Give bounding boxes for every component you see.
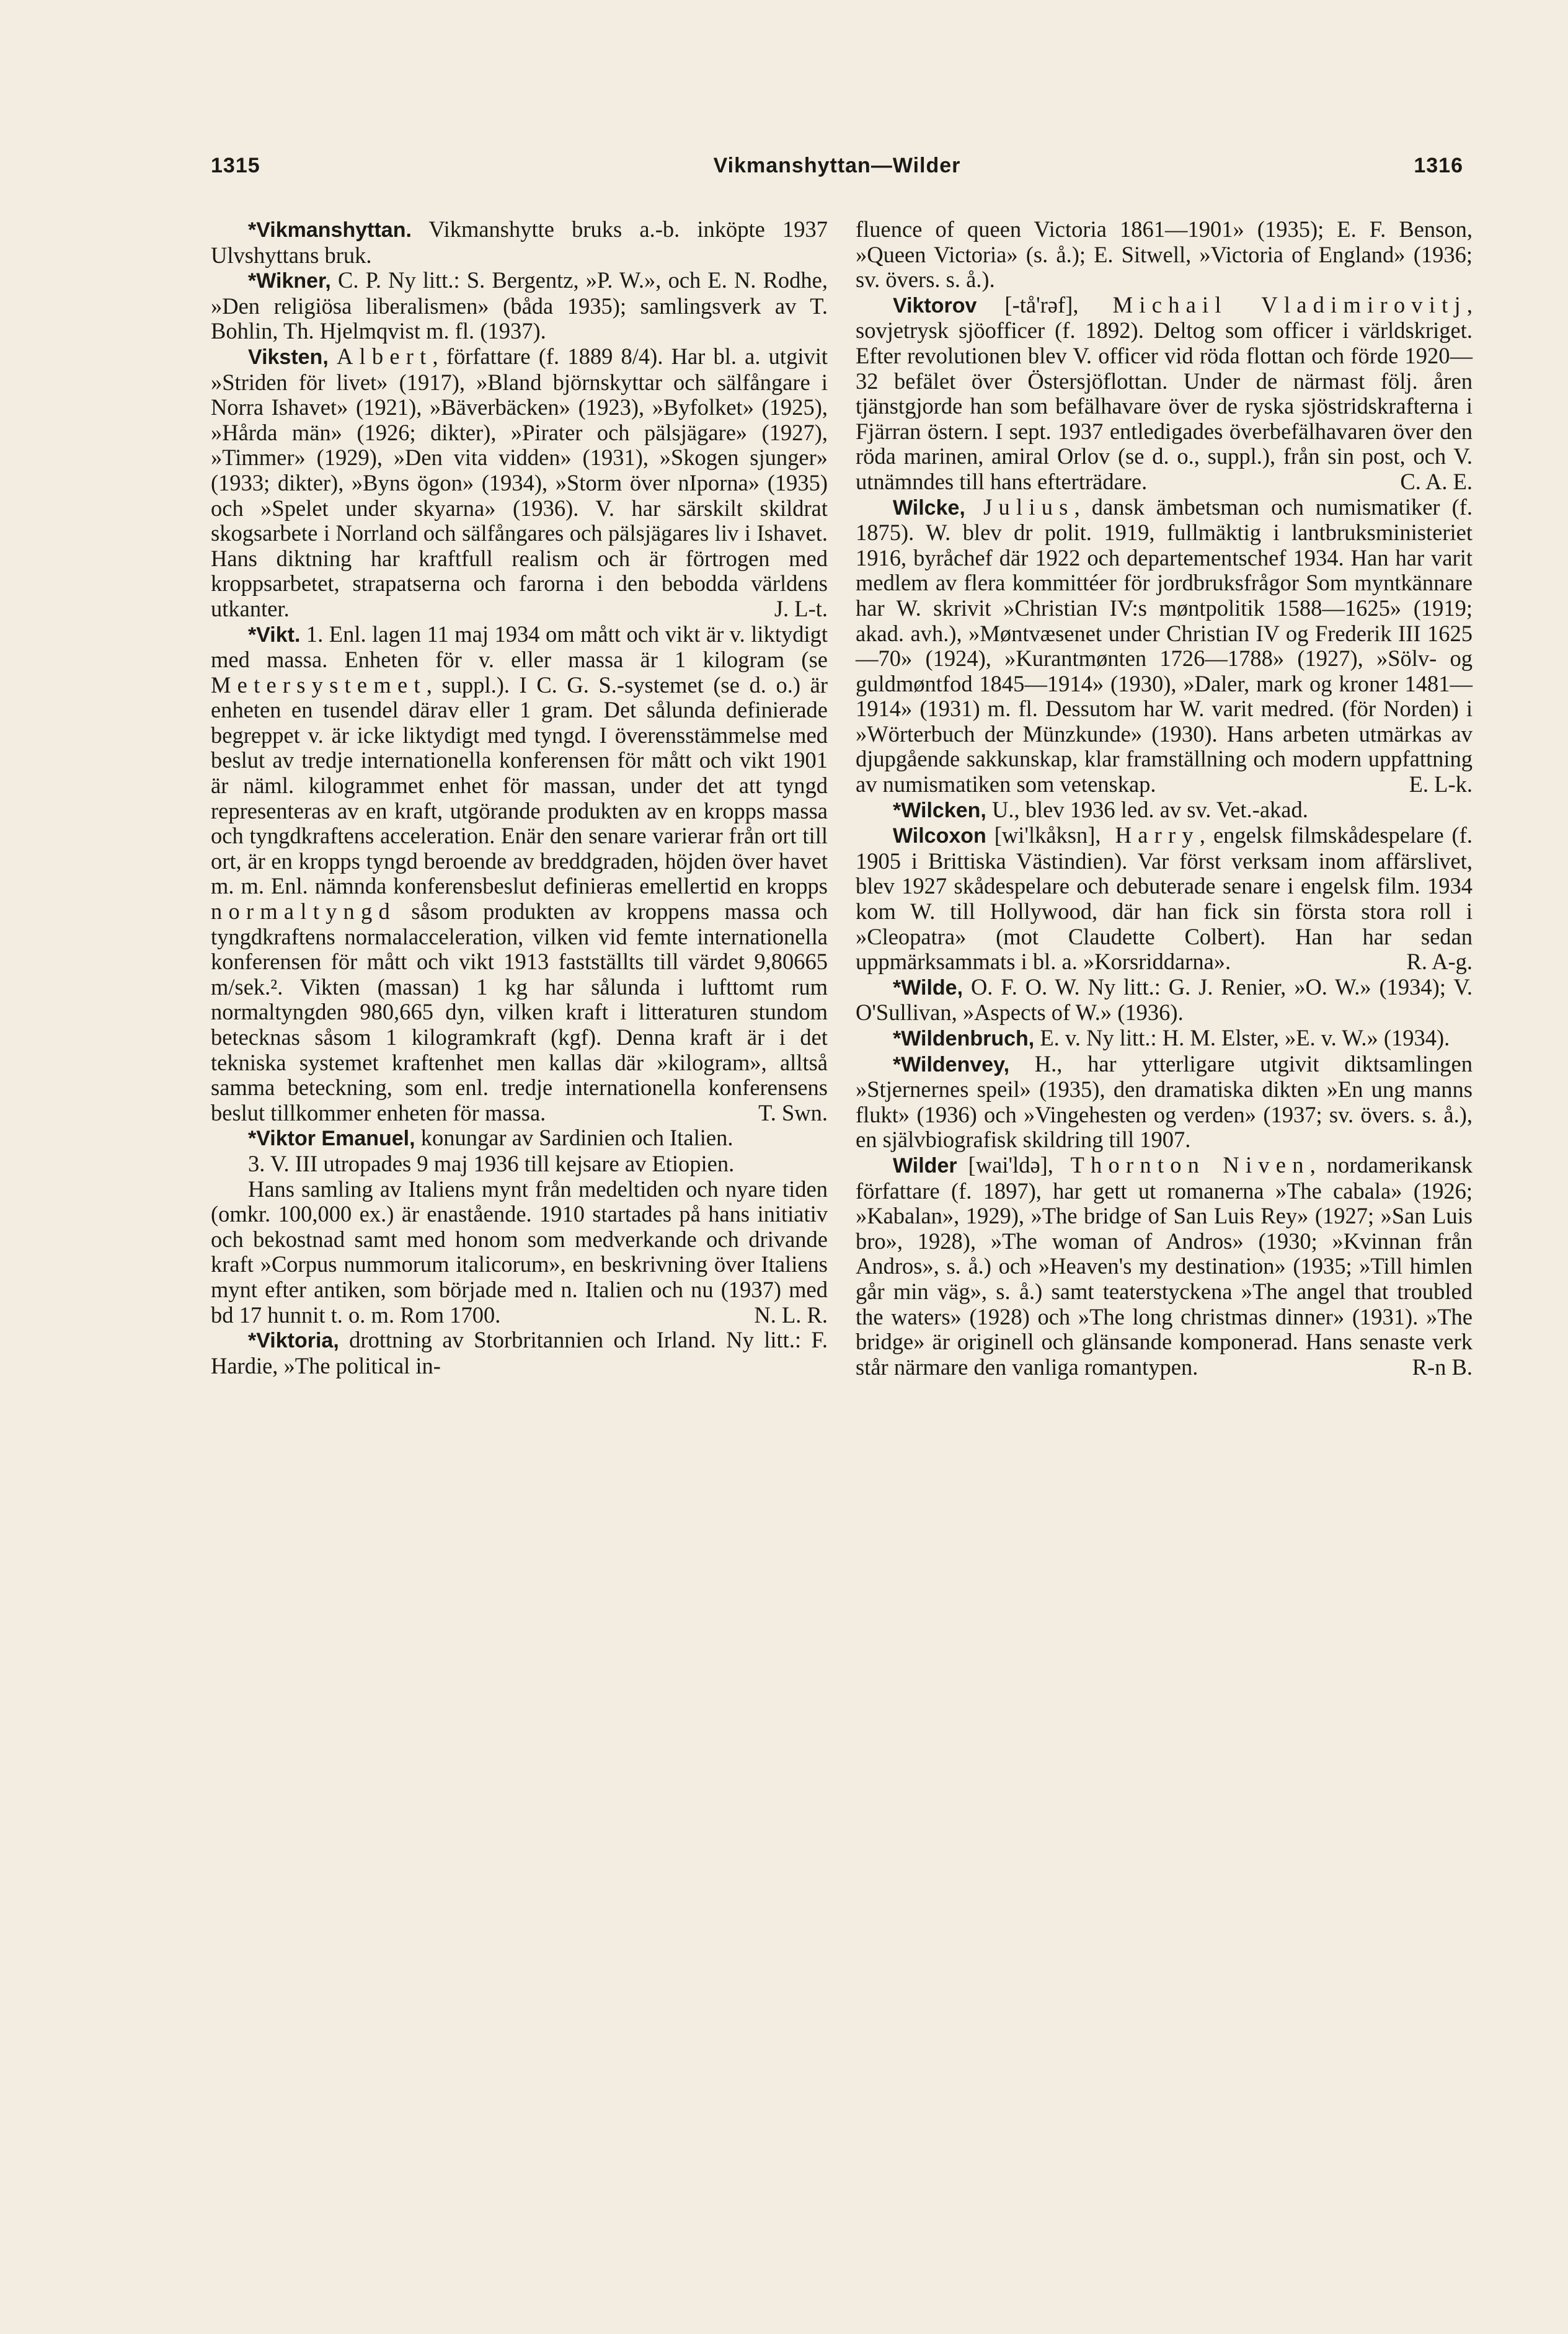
entry-wilcoxon xyxy=(856,823,1473,975)
headword: *Wikner, xyxy=(248,269,331,293)
headword: *Wildenvey, xyxy=(893,1052,1010,1076)
entry-text: 1. Enl. lagen 11 maj 1934 om mått och vikt är v. liktydigt med massa. Enheten för v. eller massa är 1 kilogram (se xyxy=(211,621,828,673)
headword: *Wildenbruch, xyxy=(893,1027,1035,1050)
spaced-name: Michail Vladimirovitj xyxy=(1078,291,1467,317)
spaced-term: Metersystemet xyxy=(211,672,427,698)
headword: *Viktor Emanuel, xyxy=(248,1127,415,1151)
entry-viksten xyxy=(211,344,828,622)
entry-wildenvey xyxy=(856,1052,1473,1153)
entry-text: , dansk ämbetsman och numismatiker (f. 1875). W. blev dr polit. 1919, fullmäktig i lantbruksministeriet 1916, byråchef där 1922 och departementschef 1934. Han har varit medlem av flera kommittéer för jordbruksfrågor Som myntkännare har W. skrivit »Christian IV:s møntpolitik 1588—1625» (1919; akad. avh.), »Møntvæsenet under Christian IV og Frederik III 1625—70» (1924), »Kurantmønten 1726—1788» (1927), »Sölv- og guldmøntfod 1845—1914» (1930), »Daler, mark og kroner 1481—1914» (1931) m. fl. Dessutom har W. varit medred. (för Norden) i »Wörterbuch der Münzkunde» (1930). Hans arbeten utmärkas av djupgående sakkunskap, klar framställning och modern uppfattning av numismatiken som vetenskap. xyxy=(856,494,1473,797)
entry-text: Hans samling av Italiens mynt från medeltiden och nyare tiden (omkr. 100,000 ex.) är enastående. 1910 startades på hans initiativ och bekostnad samt med honom som medverkande och drivande kraft »Corpus nummorum italicorum», en beskrivning över Italiens mynt efter antiken, som började med n. Italien och nu (1937) med bd 17 hunnit t. o. m. Rom 1700. xyxy=(211,1176,828,1328)
entry-paragraph xyxy=(211,1151,828,1177)
right-column xyxy=(856,217,1473,1380)
entry-text: C. P. Ny litt.: S. Bergentz, »P. W.», och E. N. Rodhe, »Den religiösa liberalismen» (båda 1935); samlingsverk av T. Bohlin, Th. Hjelmqvist m. fl. (1937). xyxy=(211,267,828,344)
entry-text: , sovjetrysk sjöofficer (f. 1892). Deltog som officer i världskriget. Efter revolutionen blev V. officer vid röda flottan och förde 1920—32 befälet över Östersjöflottan. Under de närmast följ. åren tjänstgjorde han som befälhavare över de ryska sjöstridskrafterna i Fjärran östern. I sept. 1937 entledigades överbefälhavaren över den röda marinen, amiral Orlov (se d. o., suppl.), från sin post, och V. utnämndes till hans efterträdare. xyxy=(856,291,1473,494)
entry-wikner xyxy=(211,268,828,344)
spaced-name: Thornton Niven xyxy=(1053,1151,1310,1178)
headword: Viksten, xyxy=(248,345,329,369)
author-signature: T. Swn. xyxy=(758,1099,828,1125)
entry-wilde xyxy=(856,975,1473,1026)
entry-text: H., har ytterligare utgivit diktsamlingen »Stjernernes speil» (1935), den dramatiska dikten »En ung manns flukt» (1936) och »Vingehesten og verden» (1937; sv. övers. s. å.), en självbiografisk skildring till 1907. xyxy=(856,1050,1473,1153)
headword: *Wilcken, xyxy=(893,798,986,822)
entry-text: , engelsk filmskådespelare (f. 1905 i Brittiska Västindien). Var först verksam inom affärslivet, blev 1927 skådespelare och debuterade senare i engelsk film. 1934 kom W. till Hollywood, där han fick sin första stora roll i »Cleopatra» (mot Claudette Colbert). Han har sedan uppmärksammats i bl. a. »Korsriddarna». xyxy=(856,822,1473,975)
left-column xyxy=(211,217,828,1378)
entry-text: , suppl.). I C. G. S.-systemet (se d. o.) är enheten en tusendel därav eller 1 gram. Det sålunda definierade begreppet v. är icke liktydigt med tyngd. I överensstämmelse med beslut av tredje internationella konferensen för mått och vikt 1901 är näml. kilogrammet enhet för massan, under det att tyngd representeras av en kraft, utgörande produkten av en kropps massa och tyngdkraftens acceleration. Enär den senare varierar från ort till ort, är en kropps tyngd beroende av breddgraden, höjden över havet m. m. Enl. nämnda konferensbeslut definieras emellertid en kropps xyxy=(211,672,828,899)
entry-viktorov xyxy=(856,293,1473,495)
headword: *Wilde, xyxy=(893,975,963,1000)
page-number-right: 1316 xyxy=(1414,154,1463,177)
spaced-name: Harry xyxy=(1101,822,1200,848)
entry-text: , nordamerikansk författare (f. 1897), har gett ut romanerna »The cabala» (1926; »Kabalan», 1929), »The bridge of San Luis Rey» (1927; »San Luis bro», 1928), »The woman of Andros» (1930; »Kvinnan från Andros», s. å.) och »Heaven's my destination» (1935; »Till himlen går min väg», s. å.) samt teaterstyckena »The angel that troubled the waters» (1928) och »The long christmas dinner» (1931). »The bridge» är originell och glänsande komponerad. Hans senaste verk står närmare den vanliga romantypen. xyxy=(856,1151,1473,1380)
headword: Wilcoxon xyxy=(893,824,986,848)
author-signature: N. L. R. xyxy=(754,1302,828,1328)
pronunciation: [wai'ldə], xyxy=(957,1151,1053,1178)
page-header xyxy=(211,154,1463,191)
entry-text: 3. V. III utropades 9 maj 1936 till kejsare av Etiopien. xyxy=(248,1150,735,1176)
author-signature: J. L-t. xyxy=(774,595,828,621)
entry-text: O. F. O. W. Ny litt.: G. J. Renier, »O. W.» (1934); V. O'Sullivan, »Aspects of W.» (1936). xyxy=(856,974,1473,1026)
entry-viktor-emanuel xyxy=(211,1125,828,1151)
entry-text: U., blev 1936 led. av sv. Vet.-akad. xyxy=(986,796,1308,822)
entry-text: E. v. Ny litt.: H. M. Elster, »E. v. W.» (1934). xyxy=(1034,1025,1450,1050)
entry-text: Vikmanshytte bruks a.-b. inköpte 1937 Ulvshyttans bruk. xyxy=(211,216,828,268)
headword: Wilder xyxy=(893,1153,957,1178)
entry-viktoria xyxy=(211,1328,828,1378)
headword: *Viktoria, xyxy=(248,1329,339,1353)
entry-continuation xyxy=(856,217,1473,293)
entry-text: konungar av Sardinien och Italien. xyxy=(415,1125,733,1151)
spaced-term: normaltyngd xyxy=(211,899,396,925)
page-number-left: 1315 xyxy=(211,154,260,177)
headword: Wilcke, xyxy=(893,495,965,520)
entry-text: , författare (f. 1889 8/4). Har bl. a. utgivit »Striden för livet» (1917), »Bland björnskyttar och sälfångare i Norra Ishavet» (1921), »Bäverbäcken» (1923), »Byfolket» (1925), »Hårda män» (1926; dikter), »Pirater och pälsjägare» (1927), »Timmer» (1929), »Den vita vidden» (1931), »Skogen sjunger» (1933; dikter), »Byns ögon» (1934), »Storm över nIporna» (1935) och »Spelet under skyarna» (1936). V. har särskilt skildrat skogsarbete i Norrland och sälfångares och pälsjägares liv i Ishavet. Hans diktning har kraftfull realism och är förtrogen med kroppsarbetet, strapatserna och farorna i den bebodda världens utkanter. xyxy=(211,343,828,621)
entry-paragraph xyxy=(211,1177,828,1328)
headword: *Vikmanshyttan. xyxy=(248,218,412,242)
running-title: Vikmanshyttan—Wilder xyxy=(713,154,961,177)
entry-wilcke xyxy=(856,495,1473,797)
pronunciation: [wi'lkåksn], xyxy=(986,822,1101,848)
headword: *Vikt. xyxy=(248,623,301,647)
author-signature: R. A-g. xyxy=(1406,949,1473,975)
author-signature: R-n B. xyxy=(1412,1354,1473,1380)
author-signature: C. A. E. xyxy=(1400,468,1473,494)
spaced-name: Julius xyxy=(965,494,1074,520)
entry-text: såsom produkten av kroppens massa och tyngdkraftens normalacceleration, vilken vid femte internationella konferensen för mått och vikt 1913 fastställts till värdet 9,80665 m/sek.². Vikten (massan) 1 kg har sålunda i lufttomt rum normaltyngden 980,665 dyn, vilken kraft i litteraturen stundom betecknas såsom 1 kilogramkraft (kgf). Denna kraft är i det tekniska systemet kraftenhet men kallas där »kilogram», alltså samma beteckning, som enl. tredje internationella konferensens beslut tillkommer enheten för massa. xyxy=(211,899,828,1125)
entry-wilder xyxy=(856,1153,1473,1380)
entry-vikt xyxy=(211,622,828,1126)
entry-text: drottning av Storbritannien och Irland. Ny litt.: F. Hardie, »The political in- xyxy=(211,1327,828,1378)
pronunciation: [-tå'rəf], xyxy=(977,291,1079,317)
entry-vikmanshyttan xyxy=(211,217,828,268)
entry-wildenbruch xyxy=(856,1026,1473,1052)
entry-text: fluence of queen Victoria 1861—1901» (1935); E. F. Benson, »Queen Victoria» (s. å.); E. Sitwell, »Victoria of England» (1936; sv. övers. s. å.). xyxy=(856,216,1473,293)
entry-wilcken xyxy=(856,797,1473,823)
author-signature: E. L-k. xyxy=(1409,771,1473,797)
headword: Viktorov xyxy=(893,293,977,317)
spaced-name: Albert xyxy=(336,343,433,369)
